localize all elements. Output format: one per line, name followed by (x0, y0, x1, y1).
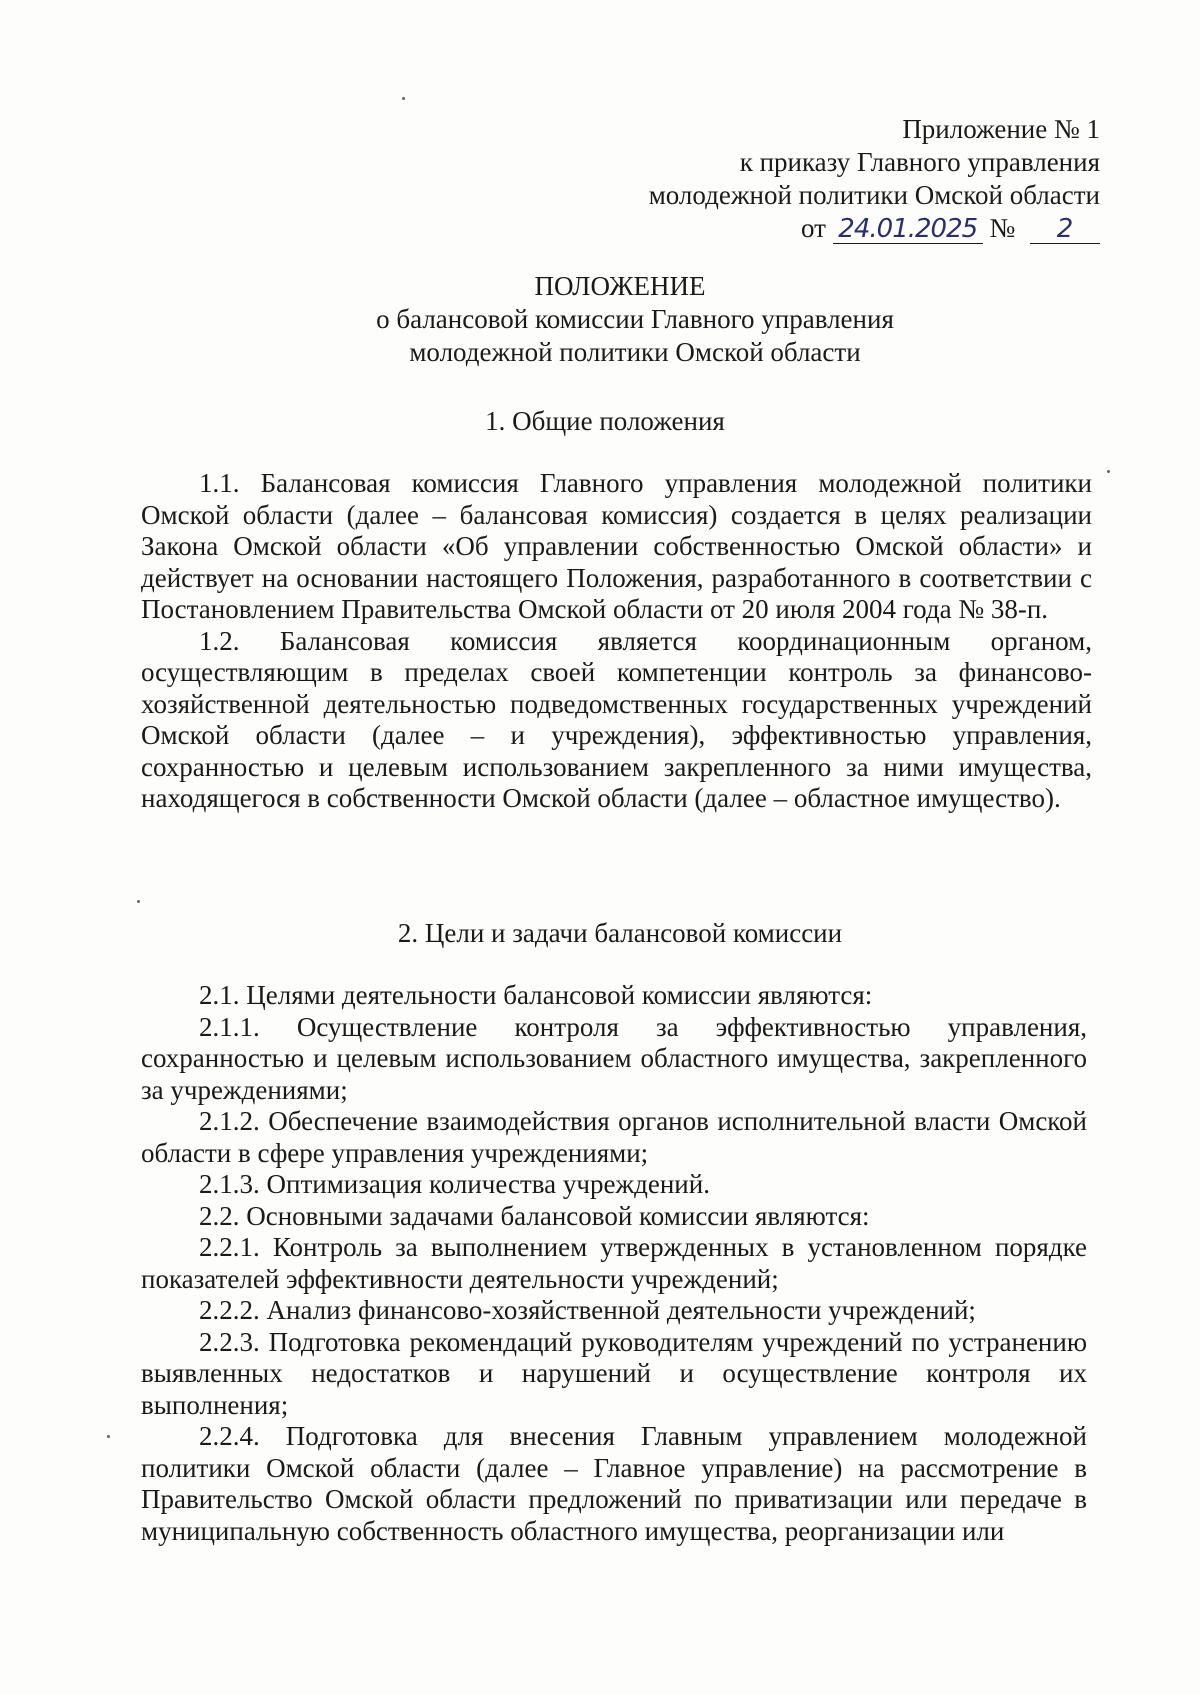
paragraph-1-2: 1.2. Балансовая комиссия является координационным органом, осуществляющим в пределах своей компетенции контроль за финансово-хозяйственной деятельностью подведомственных государственных учреждений Омской области (далее – и учреждения), эффективностью управления, сохранностью и целевым использованием закрепленного за ними имущества, находящегося в собственности Омской области (далее – областное имущество). (141, 625, 1092, 813)
date-prefix: от (801, 213, 826, 243)
number-sign: № (989, 213, 1016, 243)
paragraph-2-2-3: 2.2.3. Подготовка рекомендаций руководителям учреждений по устранению выявленных недостатков и нарушений и осуществление контроля их выполнения; (141, 1326, 1087, 1420)
document-title: ПОЛОЖЕНИЕ (534, 271, 706, 301)
section-2-body (141, 980, 1087, 1547)
handwritten-date: 24.01.2025 (833, 215, 983, 244)
paragraph-2-1-2: 2.1.2. Обеспечение взаимодействия органов исполнительной власти Омской области в сфере управления учреждениями; (141, 1106, 1087, 1168)
paragraph-2-1-3: 2.1.3. Оптимизация количества учреждений. (199, 1169, 710, 1199)
paragraph-2-2-1: 2.2.1. Контроль за выполнением утвержденных в установленном порядке показателей эффективности деятельности учреждений; (141, 1232, 1087, 1294)
section-1-heading: 1. Общие положения (485, 406, 725, 436)
scan-speck (107, 1435, 110, 1438)
document-subtitle-1: о балансовой комиссии Главного управления (376, 304, 894, 334)
attachment-header (649, 113, 1100, 245)
document-title-block (0, 270, 1200, 369)
attachment-line-2: к приказу Главного управления (739, 147, 1100, 177)
attachment-date-line (649, 212, 1100, 245)
paragraph-2-1: 2.1. Целями деятельности балансовой комиссии являются: (199, 980, 873, 1010)
scan-speck (1107, 470, 1110, 473)
paragraph-2-2-4: 2.2.4. Подготовка для внесения Главным управлением молодежной политики Омской области (далее – Главное управление) на рассмотрение в Правительство Омской области предложений по приватизации или передаче в муниципальную собственность областного имущества, реорганизации или (141, 1421, 1087, 1546)
section-2-heading: 2. Цели и задачи балансовой комиссии (397, 918, 843, 948)
paragraph-2-2-2: 2.2.2. Анализ финансово-хозяйственной деятельности учреждений; (199, 1295, 976, 1325)
handwritten-number: 2 (1030, 215, 1100, 244)
section-1-body (141, 468, 1092, 815)
attachment-line-1: Приложение № 1 (902, 114, 1100, 144)
scan-speck (137, 900, 140, 903)
paragraph-2-1-1: 2.1.1. Осуществление контроля за эффективностью управления, сохранностью и целевым использованием областного имущества, закрепленного за учреждениями; (141, 1011, 1087, 1105)
attachment-line-3: молодежной политики Омской области (648, 180, 1100, 210)
document-subtitle-2: молодежной политики Омской области (409, 337, 861, 367)
paragraph-1-1: 1.1. Балансовая комиссия Главного управления молодежной политики Омской области (далее – балансовая комиссия) создается в целях реализации Закона Омской области «Об управлении собственностью Омской области» и действует на основании настоящего Положения, разработанного в соответствии с Постановлением Правительства Омской области от 20 июля 2004 года № 38-п. (141, 468, 1092, 624)
paragraph-2-2: 2.2. Основными задачами балансовой комиссии являются: (199, 1200, 870, 1231)
scan-speck (402, 97, 405, 100)
